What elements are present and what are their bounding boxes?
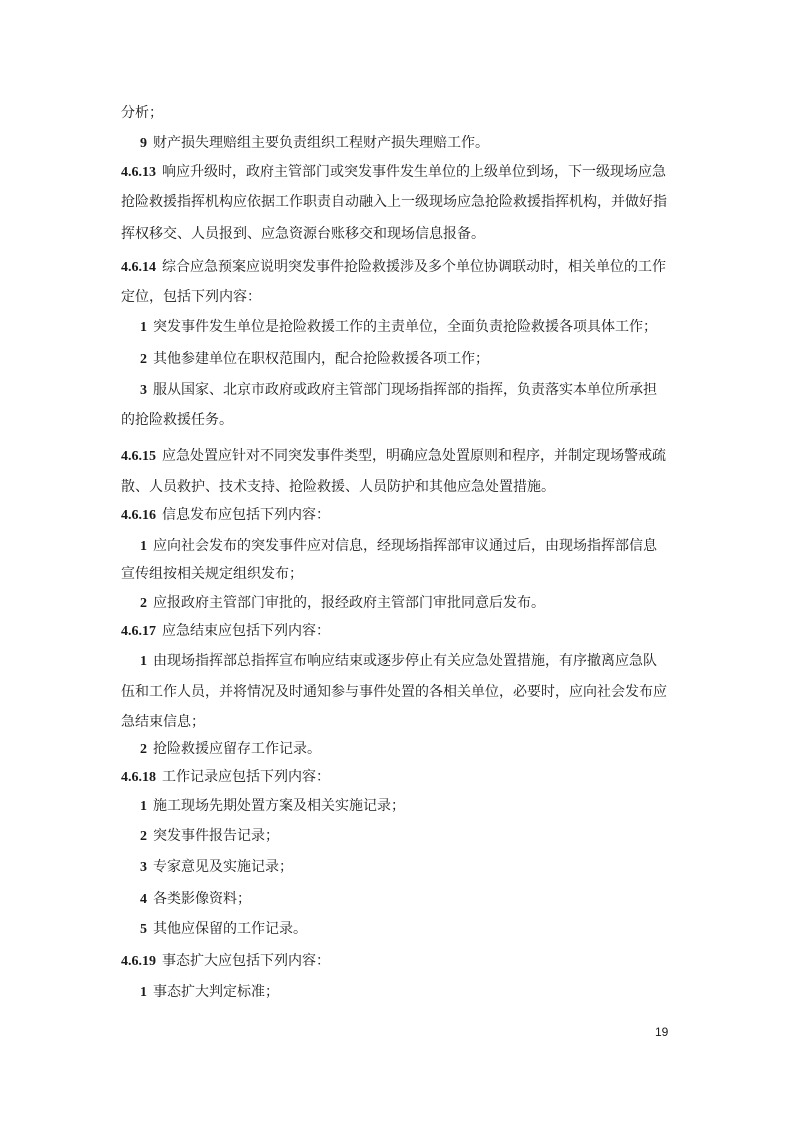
paragraph-line: 挥权移交、人员报到、应急资源台账移交和现场信息报备。 <box>121 226 485 242</box>
clause-4-6-19: 4.6.19 事态扩大应包括下列内容： <box>121 953 330 969</box>
list-item: 2 其他参建单位在职权范围内，配合抢险救援各项工作； <box>140 351 489 367</box>
list-item: 2 应报政府主管部门审批的，报经政府主管部门审批同意后发布。 <box>140 595 545 611</box>
clause-4-6-13: 4.6.13 响应升级时，政府主管部门或突发事件发生单位的上级单位到场，下一级现场应急 <box>121 164 666 180</box>
list-item: 3 专家意见及实施记录； <box>140 859 293 875</box>
clause-4-6-17: 4.6.17 应急结束应包括下列内容： <box>121 623 330 639</box>
paragraph-line: 抢险救援指挥机构应依据工作职责自动融入上一级现场应急抢险救援指挥机构，并做好指 <box>121 194 667 210</box>
list-item: 3 服从国家、北京市政府或政府主管部门现场指挥部的指挥，负责落实本单位所承担 <box>140 382 657 398</box>
clause-4-6-14: 4.6.14 综合应急预案应说明突发事件抢险救援涉及多个单位协调联动时，相关单位的工作 <box>121 259 666 275</box>
paragraph-line: 宣传组按相关规定组织发布； <box>121 566 303 582</box>
list-item: 1 应向社会发布的突发事件应对信息，经现场指挥部审议通过后，由现场指挥部信息 <box>140 538 657 554</box>
paragraph-line: 散、人员救护、技术支持、抢险救援、人员防护和其他应急处置措施。 <box>121 479 555 495</box>
list-item: 1 事态扩大判定标准； <box>140 984 279 1000</box>
page-number: 19 <box>655 1025 669 1039</box>
paragraph-line: 定位，包括下列内容： <box>121 289 261 305</box>
list-item: 1 由现场指挥部总指挥宣布响应结束或逐步停止有关应急处置措施，有序撤离应急队 <box>140 653 657 669</box>
list-item: 4 各类影像资料； <box>140 891 251 907</box>
list-item: 5 其他应保留的工作记录。 <box>140 921 307 937</box>
list-item: 1 施工现场先期处置方案及相关实施记录； <box>140 798 405 814</box>
list-item: 9 财产损失理赔组主要负责组织工程财产损失理赔工作。 <box>140 135 489 151</box>
paragraph-line: 分析； <box>121 105 163 121</box>
paragraph-line: 的抢险救援任务。 <box>121 412 233 428</box>
list-item: 2 突发事件报告记录； <box>140 828 279 844</box>
paragraph-line: 急结束信息； <box>121 714 205 730</box>
list-item: 1 突发事件发生单位是抢险救援工作的主责单位，全面负责抢险救援各项具体工作； <box>140 319 657 335</box>
clause-4-6-15: 4.6.15 应急处置应针对不同突发事件类型，明确应急处置原则和程序，并制定现场警戒疏 <box>121 448 666 464</box>
list-item: 2 抢险救援应留存工作记录。 <box>140 741 321 757</box>
clause-4-6-16: 4.6.16 信息发布应包括下列内容： <box>121 507 330 523</box>
paragraph-line: 伍和工作人员，并将情况及时通知参与事件处置的各相关单位，必要时，应向社会发布应 <box>121 684 667 700</box>
clause-4-6-18: 4.6.18 工作记录应包括下列内容： <box>121 769 330 785</box>
